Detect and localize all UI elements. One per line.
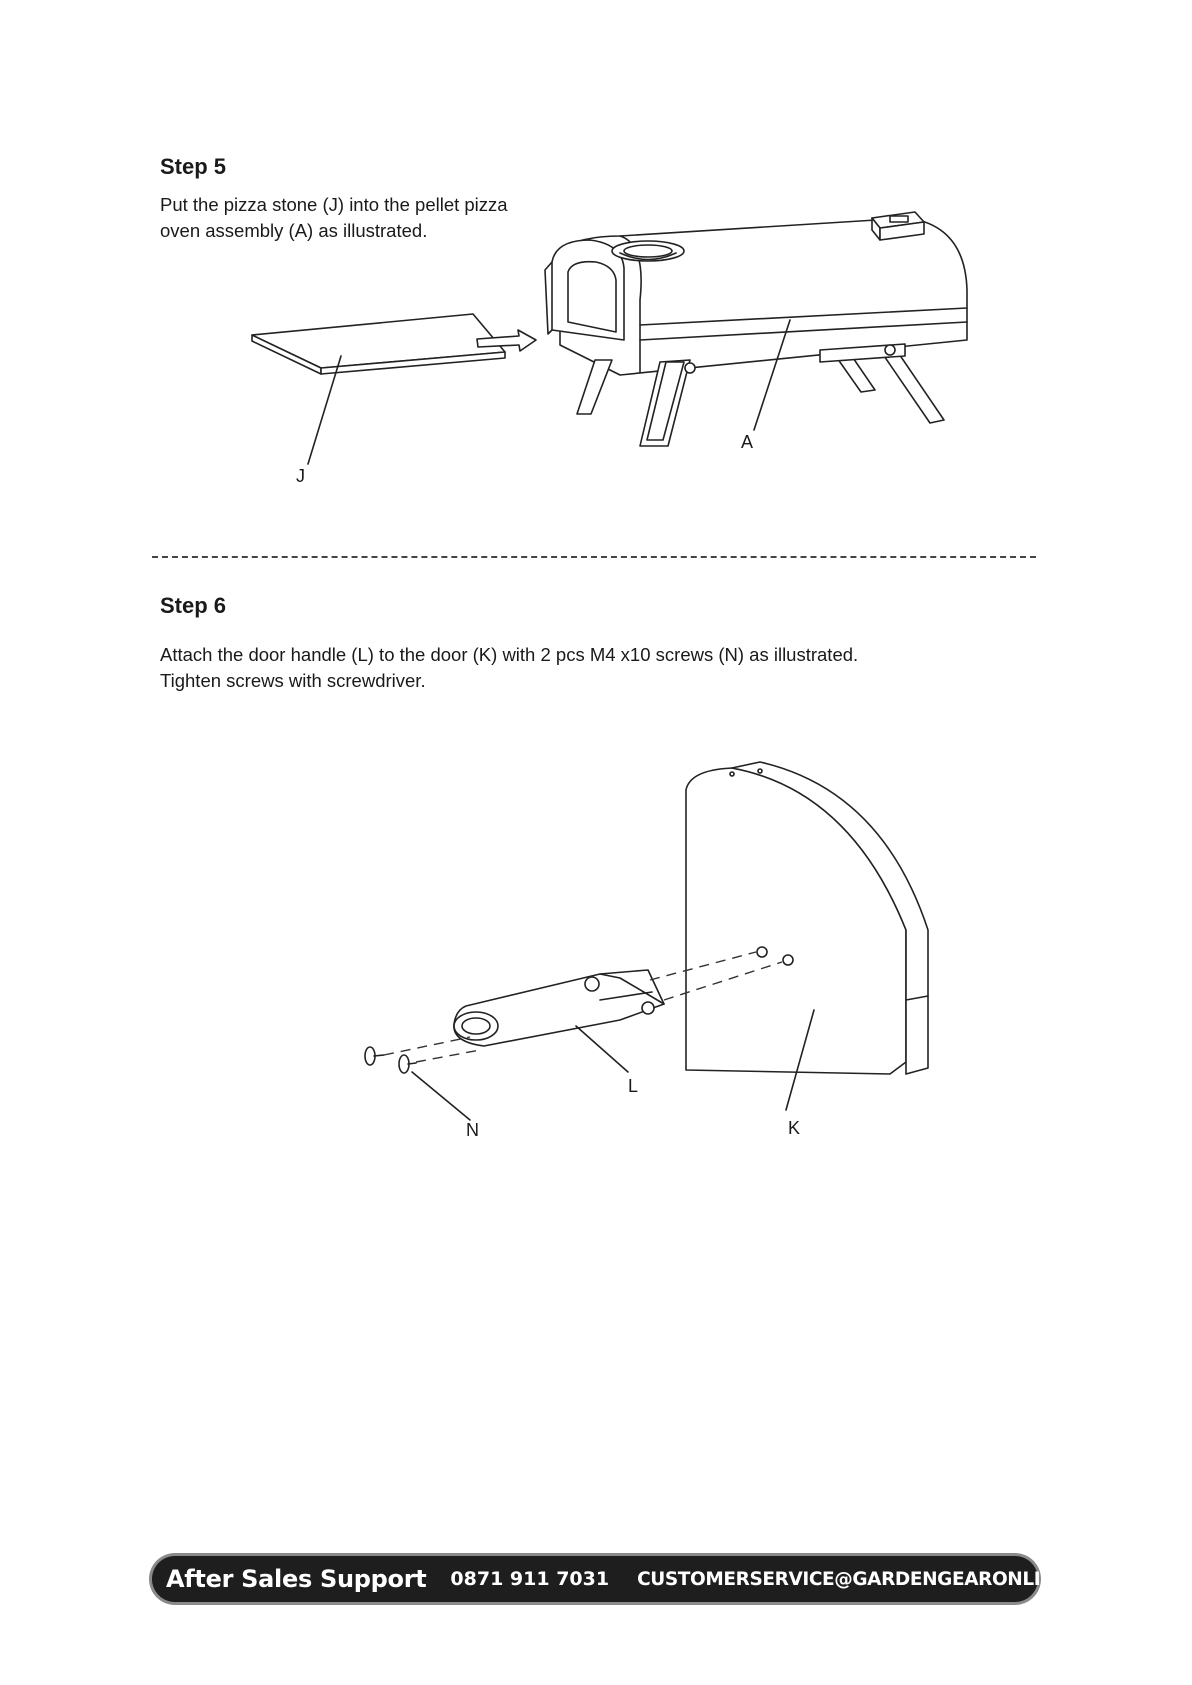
after-sales-banner [152, 1556, 1138, 1602]
step-5-line-2: oven assembly (A) as illustrated. [160, 220, 428, 241]
label-l: L [628, 1076, 639, 1096]
step-6-line-1: Attach the door handle (L) to the door (K) with 2 pcs M4 x10 screws (N) as illustrated. [160, 644, 859, 665]
step-6-illustration [0, 700, 1192, 1160]
step-6-instructions [160, 642, 858, 694]
step-5-line-1: Put the pizza stone (J) into the pellet pizza [160, 194, 508, 215]
section-divider [152, 556, 1036, 558]
alignment-line-1 [384, 1037, 470, 1055]
leader-line-n [412, 1072, 470, 1120]
alignment-line-2 [416, 1050, 480, 1062]
step-6-line-2: Tighten screws with screwdriver. [160, 670, 426, 691]
label-a: A [741, 432, 754, 452]
step-5-title: Step 5 [160, 154, 227, 179]
label-j: J [296, 466, 305, 486]
door-drawing [686, 762, 928, 1074]
leader-line-l [576, 1026, 628, 1072]
support-phone: 0871 911 7031 [450, 1568, 610, 1590]
step-5-illustration [0, 0, 1192, 560]
step-6-title: Step 6 [160, 593, 227, 618]
label-k: K [788, 1118, 801, 1138]
after-sales-title: After Sales Support [166, 1565, 427, 1593]
door-handle-drawing [454, 970, 664, 1046]
support-email: CUSTOMERSERVICE@GARDENGEARONLINE.CO.UK [637, 1568, 1138, 1590]
pizza-oven-drawing [545, 212, 967, 446]
screws-drawing [365, 1047, 416, 1073]
label-n: N [466, 1120, 479, 1140]
pizza-stone-drawing [252, 314, 505, 374]
